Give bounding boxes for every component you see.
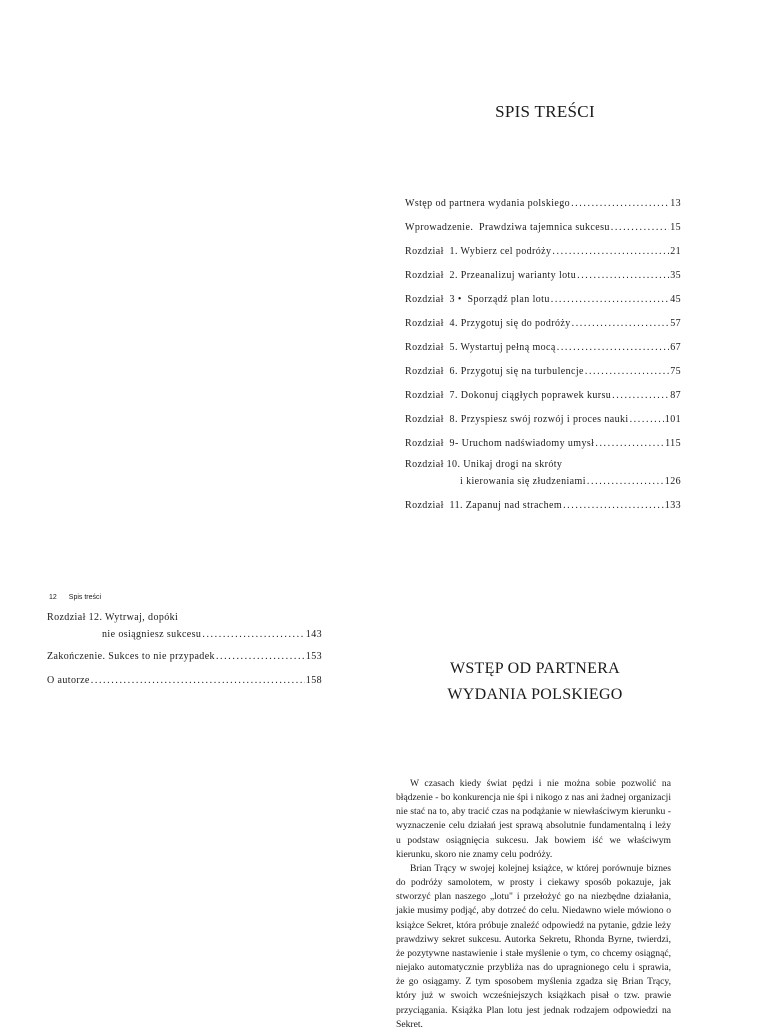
toc-entry-label: Rozdział 11. Zapanuj nad strachem xyxy=(405,500,563,511)
toc-entry-label: Rozdział 12. Wytrwaj, dopóki xyxy=(47,612,179,623)
toc-page-number: 153 xyxy=(305,651,322,662)
toc-page-number: 143 xyxy=(305,629,322,640)
toc-page-number: 45 xyxy=(670,294,681,305)
running-header xyxy=(49,594,113,601)
intro-title-line: WYDANIA POLSKIEGO xyxy=(447,686,623,703)
toc-leader-dots xyxy=(585,366,669,377)
toc-entry-subline xyxy=(47,626,322,640)
toc-entry-label: Rozdział 5. Wystartuj pełną mocą xyxy=(405,342,556,353)
toc-title: SPIS TREŚCI xyxy=(495,102,595,121)
toc-page-number: 115 xyxy=(665,438,681,449)
toc-leader-dots xyxy=(571,198,669,209)
toc-entry-label: Rozdział 3 • Sporządź plan lotu xyxy=(405,294,550,305)
toc-leader-dots xyxy=(612,390,669,401)
toc-page-number: 101 xyxy=(664,414,681,425)
toc-entry[interactable] xyxy=(405,363,681,377)
toc-page-number: 75 xyxy=(670,366,681,377)
toc-leader-dots xyxy=(611,222,669,233)
toc-leader-dots xyxy=(91,675,305,686)
toc-entry[interactable] xyxy=(405,435,681,449)
running-header-page-number: 12 xyxy=(49,594,57,601)
toc-entry[interactable] xyxy=(405,411,681,425)
toc-entry[interactable] xyxy=(405,315,681,329)
toc-entry-label: Rozdział 9- Uruchom nadświadomy umysł xyxy=(405,438,595,449)
toc-entry-label: O autorze xyxy=(47,675,90,686)
toc-entry-subline xyxy=(405,473,681,487)
toc-entry-label: Rozdział 2. Przeanalizuj warianty lotu xyxy=(405,270,577,281)
toc-entry-label: Wprowadzenie. Prawdziwa tajemnica sukcesu xyxy=(405,222,610,233)
toc-entry-label-continued: i kierowania się złudzeniami xyxy=(460,476,586,487)
toc-entry[interactable] xyxy=(47,648,322,662)
toc-entry-label: Rozdział 4. Przygotuj się do podróży xyxy=(405,318,571,329)
toc-leader-dots xyxy=(557,342,669,353)
toc-entry-label-continued: nie osiągniesz sukcesu xyxy=(102,629,202,640)
toc-page-number: 87 xyxy=(670,390,681,401)
toc-entry[interactable] xyxy=(405,459,681,487)
running-header-title: Spis treści xyxy=(68,594,102,601)
toc-entry-label: Zakończenie. Sukces to nie przypadek xyxy=(47,651,215,662)
toc-page-number: 15 xyxy=(670,222,681,233)
toc-leader-dots xyxy=(595,438,664,449)
toc-entry-label: Wstęp od partnera wydania polskiego xyxy=(405,198,571,209)
toc-entry[interactable] xyxy=(405,387,681,401)
toc-page-number: 57 xyxy=(670,318,681,329)
toc-leader-dots xyxy=(577,270,669,281)
toc-leader-dots xyxy=(551,294,669,305)
intro-title-line: WSTĘP OD PARTNERA xyxy=(449,660,621,677)
toc-page-number: 126 xyxy=(664,476,681,487)
toc-list-right xyxy=(405,195,681,511)
toc-entry[interactable] xyxy=(47,612,322,640)
toc-page-number: 67 xyxy=(670,342,681,353)
toc-entry-label: Rozdział 7. Dokonuj ciągłych poprawek kursu xyxy=(405,390,612,401)
toc-entry[interactable] xyxy=(405,243,681,257)
toc-entry[interactable] xyxy=(405,195,681,209)
intro-title xyxy=(390,656,680,708)
toc-leader-dots xyxy=(587,476,664,487)
intro-paragraph: Brian Trący w swojej kolejnej książce, w której porównuje biznes do podróży samolotem, w prosty i ciekawy sposób pokazuje, jak stworzyć plan naszego „lotu" i przełożyć go na niezbędne działania, jakie musimy podjąć, aby dotrzeć do celu. Niedawno wiele mówiono o książce Sekret, która próbuje znaleźć odpowiedź na pytanie, gdzie leży prawdziwy sekret sukcesu. Autorka Sekretu, Rhonda Byrne, twierdzi, że pozytywne nastawienie i stałe myślenie o tym, co chcemy osiągnąć, niejako automatycznie przybliża nas do upragnionego celu i sprawia, że go osiągamy. Z tym sposobem myślenia zgadza się Brian Trący, który już w swoich wcześniejszych książkach pisał o tzw. prawie przyciągania. Książka Plan lotu jest jednak rodzajem odpowiedzi na Sekret. xyxy=(396,862,671,1030)
toc-page-number: 35 xyxy=(670,270,681,281)
intro-paragraph: W czasach kiedy świat pędzi i nie można sobie pozwolić na błądzenie - bo konkurencja nie śpi i nikogo z nas ani żadnej organizacji nie stać na to, aby tracić czas na podążanie w niewłaściwym kierunku - wyznaczenie celu działań jest sprawą absolutnie fundamentalną i leży u podstaw osiągnięcia sukcesu. Jak bowiem iść we właściwym kierunku, skoro nie znamy celu podróży. xyxy=(396,778,671,860)
toc-leader-dots xyxy=(630,414,664,425)
toc-entry-label: Rozdział 6. Przygotuj się na turbulencje xyxy=(405,366,584,377)
toc-page-number: 13 xyxy=(670,198,681,209)
intro-body xyxy=(396,777,671,1032)
toc-leader-dots xyxy=(563,500,664,511)
toc-entry[interactable] xyxy=(405,219,681,233)
toc-page-number: 21 xyxy=(670,246,681,257)
toc-entry[interactable] xyxy=(405,291,681,305)
toc-leader-dots xyxy=(572,318,670,329)
toc-entry-label: Rozdział 1. Wybierz cel podróży xyxy=(405,246,552,257)
toc-leader-dots xyxy=(216,651,305,662)
toc-entry[interactable] xyxy=(405,339,681,353)
toc-entry-label: Rozdział 10. Unikaj drogi na skróty xyxy=(405,459,563,470)
toc-page-number: 158 xyxy=(305,675,322,686)
toc-leader-dots xyxy=(552,246,669,257)
toc-list-left xyxy=(47,612,322,686)
toc-entry-label: Rozdział 8. Przyspiesz swój rozwój i proces nauki xyxy=(405,414,629,425)
toc-entry[interactable] xyxy=(405,497,681,511)
toc-entry[interactable] xyxy=(47,672,322,686)
toc-entry[interactable] xyxy=(405,267,681,281)
toc-page-number: 133 xyxy=(664,500,681,511)
toc-leader-dots xyxy=(202,629,304,640)
